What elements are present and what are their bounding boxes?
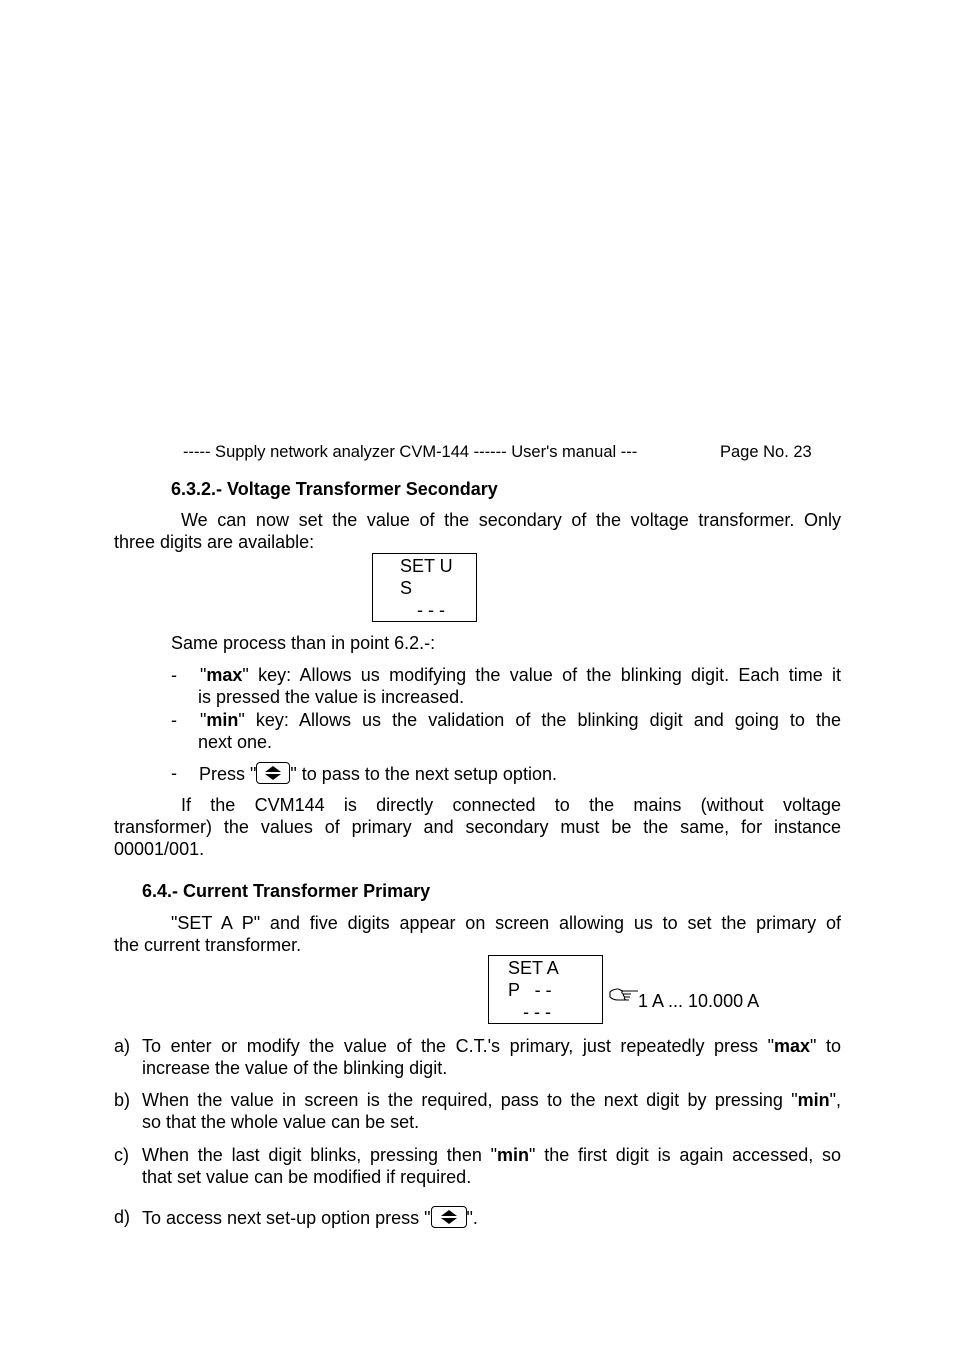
item-b-line1: When the value in screen is the required, pass to the next digit by pressing "min", <box>142 1090 841 1110</box>
item-b-label: b) <box>114 1090 131 1110</box>
up-down-key-icon <box>431 1206 467 1228</box>
max-key-label: max <box>774 1036 811 1056</box>
section-632-intro-line1: We can now set the value of the secondary of the voltage transformer. Only <box>181 510 841 530</box>
bullet-max-line2: is pressed the value is increased. <box>198 687 465 707</box>
section-64-intro-line1: "SET A P" and five digits appear on screen allowing us to set the primary of <box>171 913 841 933</box>
same-process-text: Same process than in point 6.2.-: <box>171 633 436 653</box>
note-line3: 00001/001. <box>114 839 205 859</box>
page-number: Page No. 23 <box>720 443 812 461</box>
bullet-dash: - <box>171 710 177 730</box>
bullet-dash: - <box>171 665 177 685</box>
lcd-line-1: SET A <box>508 958 559 978</box>
note-line1: If the CVM144 is directly connected to the mains (without voltage <box>181 795 841 815</box>
item-a-line1: To enter or modify the value of the C.T.'s primary, just repeatedly press "max" to <box>142 1036 841 1056</box>
min-key-label: min <box>206 710 239 730</box>
lcd-line-3: - - - <box>523 1002 551 1022</box>
max-key-label: max <box>206 665 243 685</box>
section-632-intro-line2: three digits are available: <box>114 532 315 552</box>
lcd-line-2: P - - <box>508 980 552 1000</box>
note-line2: transformer) the values of primary and secondary must be the same, for instance <box>114 817 841 837</box>
bullet-press-line: Press " " to pass to the next setup option. <box>199 764 557 784</box>
section-64-title: 6.4.- Current Transformer Primary <box>142 881 431 901</box>
lcd-line-2: S <box>400 578 413 598</box>
min-key-label: min <box>797 1090 830 1110</box>
up-down-key-icon <box>256 762 290 784</box>
item-d-label: d) <box>114 1207 131 1227</box>
item-b-line2: so that the whole value can be set. <box>142 1112 420 1132</box>
range-text: 1 A ... 10.000 A <box>638 991 760 1011</box>
min-key-label: min <box>497 1145 530 1165</box>
lcd-line-1: SET U <box>400 556 453 576</box>
bullet-max-text: key: Allows us modifying the value of the blinking digit. Each time it <box>258 665 842 685</box>
item-c-line1: When the last digit blinks, pressing then "min" the first digit is again accessed, so <box>142 1145 842 1165</box>
lcd-display-set-us <box>372 553 477 622</box>
bullet-min-line1: "min" key: Allows us the validation of the blinking digit and going to the <box>200 710 842 730</box>
lcd-display-set-ap <box>488 955 603 1024</box>
bullet-max-line1: "max" key: Allows us modifying the value of the blinking digit. Each time it <box>200 665 842 685</box>
section-632-title: 6.3.2.- Voltage Transformer Secondary <box>171 479 498 499</box>
lcd-line-3: - - - <box>417 600 445 620</box>
item-c-label: c) <box>114 1145 129 1165</box>
section-64-intro-line2: the current transformer. <box>114 935 302 955</box>
item-a-line2: increase the value of the blinking digit. <box>142 1058 448 1078</box>
item-c-line2: that set value can be modified if required. <box>142 1167 472 1187</box>
item-a-label: a) <box>114 1036 131 1056</box>
bullet-dash: - <box>171 763 177 783</box>
bullet-min-text: key: Allows us the validation of the blinking digit and going to the <box>255 710 842 730</box>
running-header: ----- Supply network analyzer CVM-144 ------ User's manual --- <box>183 443 638 461</box>
pointing-hand-icon <box>609 985 639 1001</box>
bullet-min-line2: next one. <box>198 732 273 752</box>
item-d-line: To access next set-up option press " ". <box>142 1208 478 1228</box>
